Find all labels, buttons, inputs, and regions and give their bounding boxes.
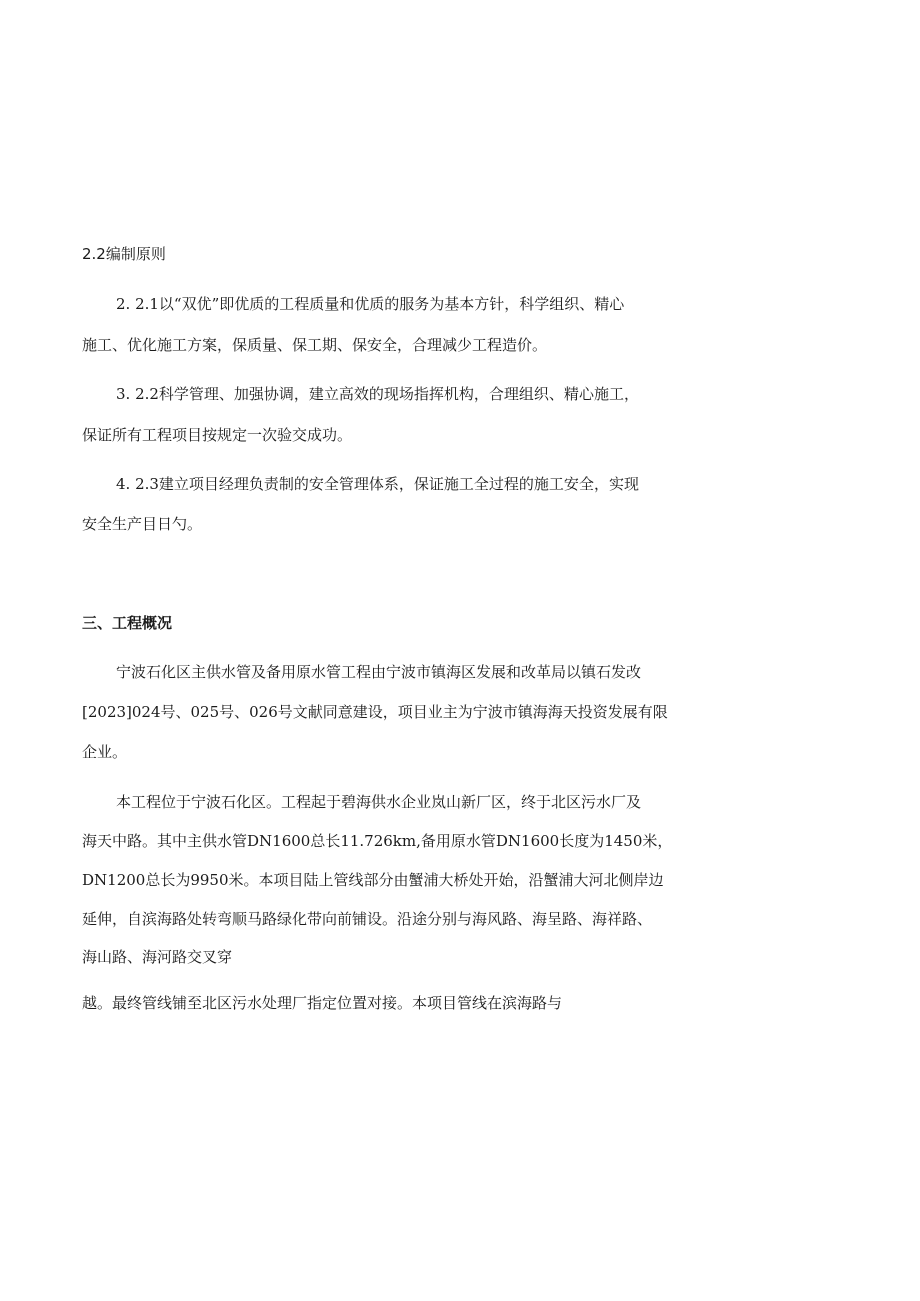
overview-paragraph-2-line-3: DN1200总长为9950米。本项目陆上管线部分由蟹浦大桥处开始，沿蟹浦大河北侧岸边 — [82, 871, 664, 889]
overview-paragraph-2-line-4: 延伸，自滨海路处转弯顺马路绿化带向前铺设。沿途分别与海风路、海呈路、海祥路、 — [82, 910, 653, 928]
overview-paragraph-2-line-2: 海天中路。其中主供水管DN1600总长11.726km,备用原水管DN1600长度为1450米， — [82, 832, 673, 850]
overview-paragraph-2-line-6: 越。最终管线铺至北区污水处理厂指定位置对接。本项目管线在滨海路与 — [82, 994, 563, 1012]
principle-item-1-line-2: 施工、优化施工方案，保质量、保工期、保安全，合理减少工程造价。 — [82, 336, 548, 354]
overview-paragraph-2-line-5: 海山路、海河路交叉穿 — [82, 948, 233, 966]
overview-paragraph-2-line-1: 本工程位于宁波石化区。工程起于碧海供水企业岚山新厂区，终于北区污水厂及 — [116, 793, 642, 811]
overview-paragraph-1-line-1: 宁波石化区主供水管及备用原水管工程由宁波市镇海区发展和改革局以镇石发改 — [116, 663, 642, 681]
principle-item-1-line-1: 2. 2.1以“双优”即优质的工程质量和优质的服务为基本方针，科学组织、精心 — [116, 295, 625, 313]
overview-paragraph-1-line-2: [2023]024号、025号、026号文献同意建设，项目业主为宁波市镇海海天投资发展有限 — [82, 703, 668, 721]
principle-item-3-line-2: 安全生产目日勺。 — [82, 515, 203, 533]
section-heading-2-2: 2.2编制原则 — [82, 245, 166, 263]
overview-paragraph-1-line-3: 企业。 — [82, 743, 128, 761]
principle-item-3-line-1: 4. 2.3建立项目经理负责制的安全管理体系，保证施工全过程的施工安全，实现 — [116, 475, 639, 493]
principle-item-2-line-2: 保证所有工程项目按规定一次验交成功。 — [82, 426, 353, 444]
section-heading-3: 三、工程概况 — [82, 614, 173, 632]
principle-item-2-line-1: 3. 2.2科学管理、加强协调，建立高效的现场指挥机构，合理组织、精心施工， — [116, 385, 639, 403]
